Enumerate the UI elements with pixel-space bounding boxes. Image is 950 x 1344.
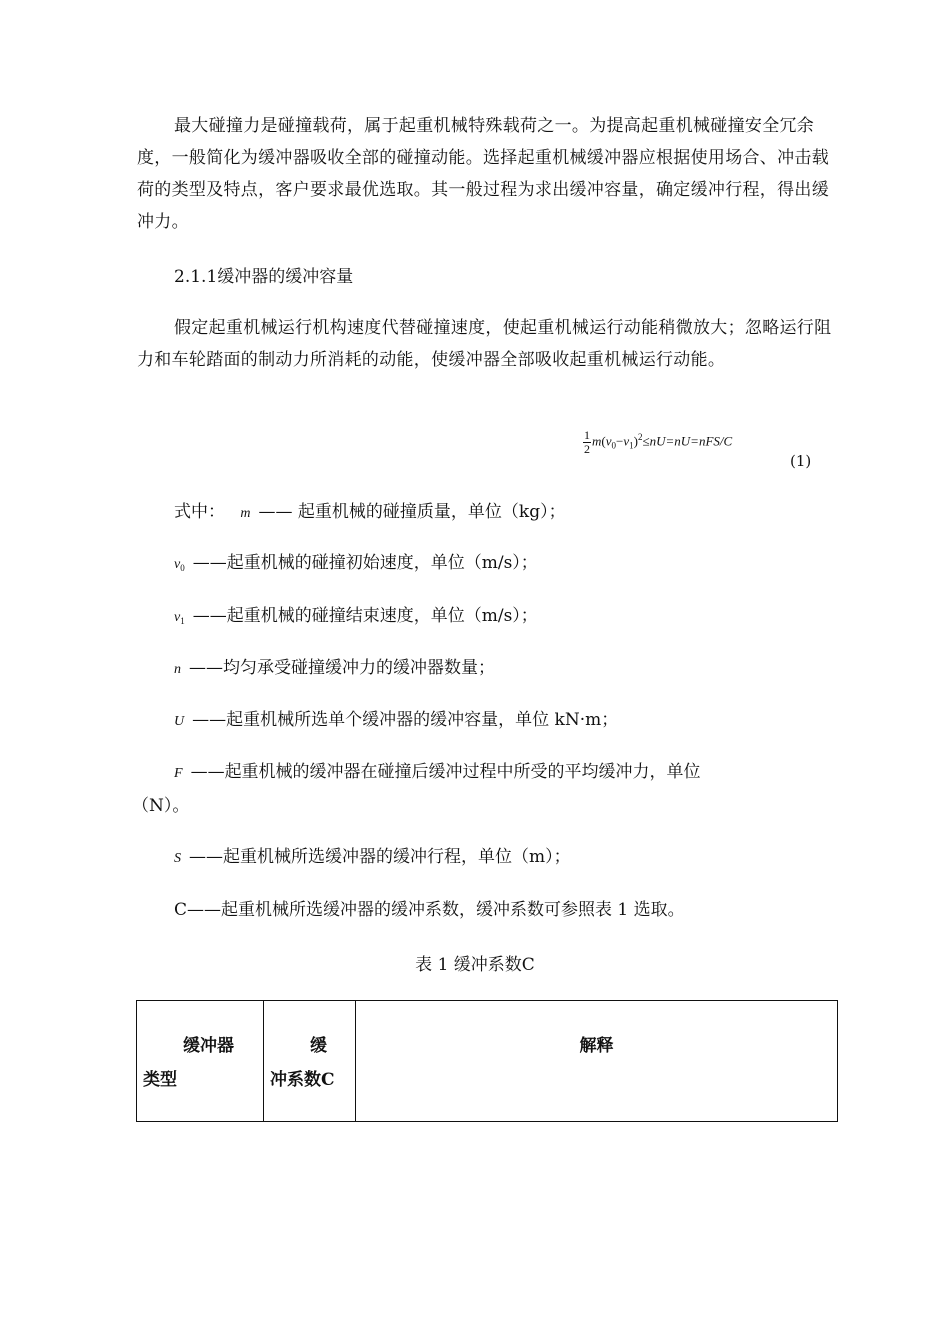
fraction-denominator: 2 bbox=[584, 441, 590, 456]
table-header-type bbox=[137, 1001, 264, 1122]
header-explanation-label: 解释 bbox=[579, 1036, 614, 1056]
symbol-S: S bbox=[174, 851, 181, 866]
definition-n bbox=[174, 656, 495, 682]
buffer-coefficient-table bbox=[136, 1000, 838, 1122]
fraction bbox=[583, 429, 591, 456]
symbol-U: U bbox=[174, 714, 185, 729]
table-caption: 表 1 缓冲系数C bbox=[415, 955, 535, 975]
energy-formula bbox=[583, 428, 732, 456]
header-coef-line2: 冲系数C bbox=[270, 1070, 335, 1090]
assumption-paragraph: 假定起重机械运行机构速度代替碰撞速度，使起重机械运行动能稍微放大；忽略运行阻力和车轮踏面的制动力所消耗的动能，使缓冲器全部吸收起重机械运行动能。 bbox=[137, 318, 832, 370]
definition-U bbox=[174, 708, 618, 734]
formula-square: 2 bbox=[637, 432, 643, 442]
formula-v1: v bbox=[623, 433, 630, 449]
definition-F-continuation: （N）。 bbox=[132, 796, 190, 816]
header-type-line1: 缓冲器 bbox=[183, 1036, 234, 1056]
equation-number: (1) bbox=[790, 452, 812, 470]
symbol-F: F bbox=[174, 766, 183, 781]
definition-intro: 式中： bbox=[174, 502, 225, 522]
formula-v0: v bbox=[605, 433, 612, 449]
symbol-v1: $v_1$ bbox=[174, 610, 185, 626]
symbol-v0: $v_0$ bbox=[174, 557, 185, 573]
formula-minus: − bbox=[616, 433, 624, 449]
definition-v0-text: ——起重机械的碰撞初始速度，单位（m/s）； bbox=[192, 553, 538, 573]
header-coef-line1: 缓 bbox=[310, 1036, 327, 1056]
formula-sub1: 1 bbox=[629, 440, 634, 451]
header-type-line2: 类型 bbox=[143, 1070, 177, 1090]
intro-paragraph: 最大碰撞力是碰撞载荷，属于起重机械特殊载荷之一。为提高起重机械碰撞安全冗余度，一般简化为缓冲器吸收全部的碰撞动能。选择起重机械缓冲器应根据使用场合、冲击载荷的类型及特点，客户要求最优选取。其一般过程为求出缓冲容量，确定缓冲行程，得出缓冲力。 bbox=[137, 116, 829, 232]
definition-v1-text: ——起重机械的碰撞结束速度，单位（m/s）； bbox=[192, 606, 538, 626]
definition-S bbox=[174, 845, 571, 871]
formula-rest: ≤nU=nU=nFS/C bbox=[642, 433, 733, 449]
symbol-n: n bbox=[174, 662, 181, 677]
formula-sub0: 0 bbox=[611, 440, 617, 451]
definition-U-text: ——起重机械所选单个缓冲器的缓冲容量，单位 kN·m； bbox=[192, 710, 619, 730]
table-row bbox=[137, 1001, 838, 1122]
definition-S-text: ——起重机械所选缓冲器的缓冲行程，单位（m）； bbox=[189, 847, 571, 867]
formula-mass: m bbox=[592, 433, 602, 449]
symbol-m: m bbox=[240, 506, 251, 521]
fraction-numerator: 1 bbox=[584, 427, 590, 442]
formula-paren-close: ) bbox=[633, 433, 638, 449]
definition-F bbox=[174, 760, 701, 786]
formula-paren-open: ( bbox=[601, 433, 606, 449]
definition-C: C——起重机械所选缓冲器的缓冲系数，缓冲系数可参照表 1 选取。 bbox=[174, 900, 685, 920]
table-header-coefficient bbox=[264, 1001, 356, 1122]
table-header-explanation bbox=[356, 1001, 838, 1122]
definition-n-text: ——均匀承受碰撞缓冲力的缓冲器数量； bbox=[189, 658, 495, 678]
section-heading: 2.1.1缓冲器的缓冲容量 bbox=[174, 267, 354, 287]
definition-v0 bbox=[174, 551, 538, 580]
definition-m-text: —— 起重机械的碰撞质量，单位（kg）； bbox=[258, 502, 566, 522]
definition-m bbox=[174, 500, 566, 526]
definition-v1 bbox=[174, 604, 538, 633]
definition-F-text: ——起重机械的缓冲器在碰撞后缓冲过程中所受的平均缓冲力，单位 bbox=[190, 762, 701, 782]
